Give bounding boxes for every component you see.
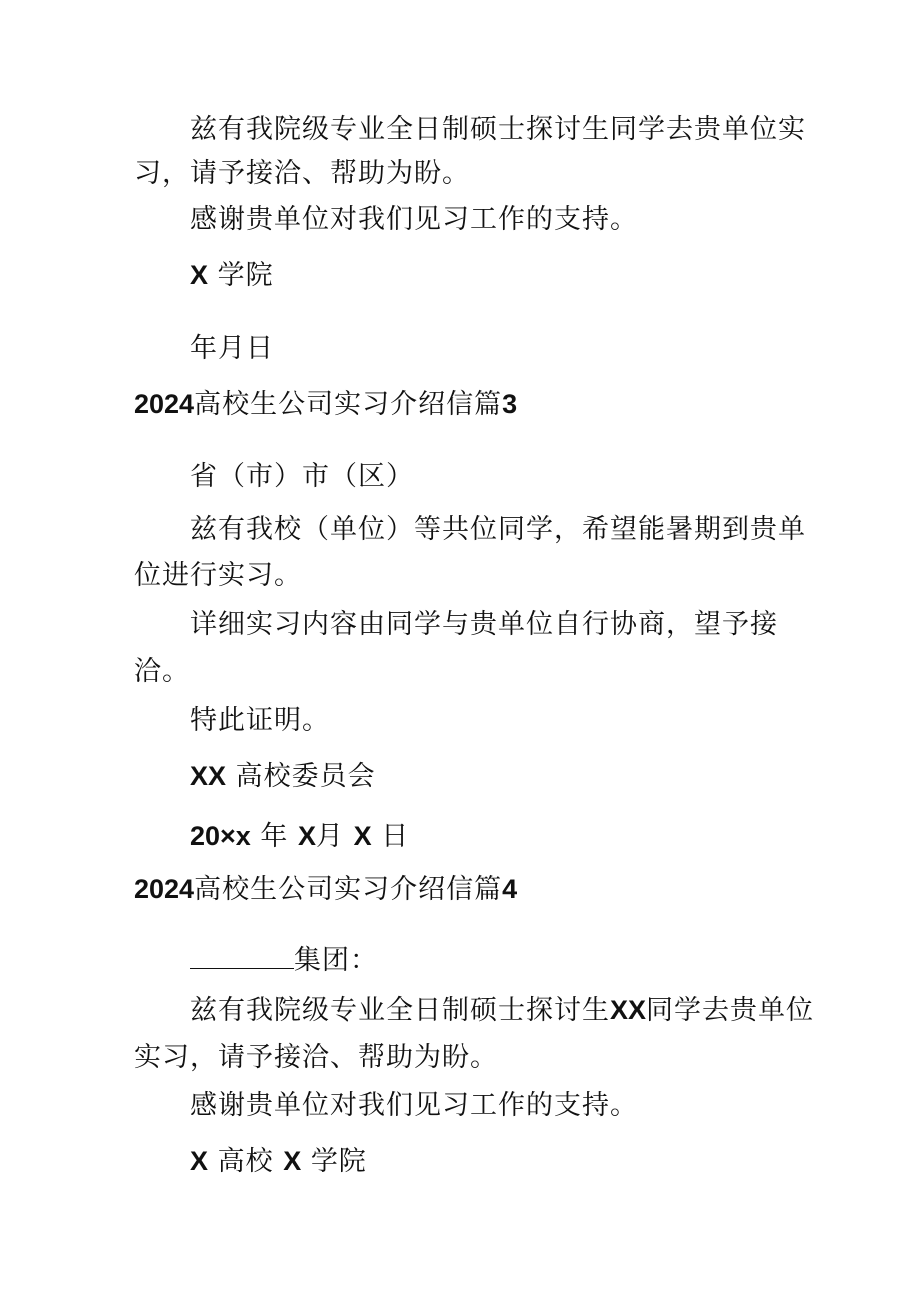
- recipient-blank: [190, 944, 294, 969]
- section4-para1-line1: [190, 994, 814, 1027]
- section4-sign-a: X: [190, 1146, 209, 1176]
- letter2-sign-prefix: X: [190, 260, 209, 290]
- section4-sign-c: X: [283, 1146, 302, 1176]
- section4-salutation: [190, 944, 378, 977]
- section4-para1-b: XX: [610, 995, 647, 1025]
- section4-para1-a: 兹有我院级专业全日制硕士探讨生: [190, 995, 610, 1026]
- section4-heading: [134, 873, 517, 906]
- section4-sign-b: 高校: [217, 1146, 274, 1177]
- section4-heading-text: 高校生公司实习介绍信篇: [194, 874, 503, 905]
- section3-salutation: 省（市）市（区）: [190, 461, 414, 492]
- section3-date-day-suffix: 日: [381, 821, 410, 852]
- section3-sign-text: 高校委员会: [235, 761, 376, 792]
- section4-heading-idx: 4: [502, 874, 518, 904]
- section4-signature: [190, 1145, 367, 1178]
- section4-thanks: 感谢贵单位对我们见习工作的支持。: [190, 1090, 638, 1121]
- section4-para1-line2: 实习，请予接洽、帮助为盼。: [134, 1042, 498, 1073]
- section4-salutation-text: 集团：: [294, 945, 378, 976]
- section3-heading: [134, 388, 517, 421]
- section3-date: [190, 820, 409, 853]
- section3-heading-text: 高校生公司实习介绍信篇: [194, 389, 503, 420]
- section3-date-month-suffix: 月: [316, 821, 345, 852]
- section3-date-day: X: [353, 821, 372, 851]
- letter2-body-line2: 习，请予接洽、帮助为盼。: [134, 158, 470, 189]
- section3-para2-line1: 详细实习内容由同学与贵单位自行协商，望予接: [190, 609, 778, 640]
- section3-date-year: 20×x: [190, 821, 251, 851]
- section4-para1-c: 同学去贵单位: [646, 995, 815, 1026]
- letter2-date: 年月日: [190, 333, 274, 364]
- section4-sign-d: 学院: [310, 1146, 367, 1177]
- section3-closing: 特此证明。: [190, 705, 330, 736]
- letter2-sign-text: 学院: [217, 260, 274, 291]
- section3-heading-num: 2024: [134, 389, 195, 419]
- section3-para2-line2: 洽。: [134, 656, 190, 687]
- section3-date-year-suffix: 年: [260, 821, 289, 852]
- section3-heading-idx: 3: [502, 389, 518, 419]
- section4-heading-num: 2024: [134, 874, 195, 904]
- section3-date-month: X: [298, 821, 317, 851]
- section3-para1-line1: 兹有我校（单位）等共位同学，希望能暑期到贵单: [190, 514, 806, 545]
- section3-signature: [190, 760, 376, 793]
- section3-para1-line2: 位进行实习。: [134, 560, 302, 591]
- letter2-signature: [190, 259, 274, 292]
- letter2-thanks: 感谢贵单位对我们见习工作的支持。: [190, 204, 638, 235]
- letter2-body-line1: 兹有我院级专业全日制硕士探讨生同学去贵单位实: [190, 114, 806, 145]
- section3-sign-prefix: XX: [190, 761, 227, 791]
